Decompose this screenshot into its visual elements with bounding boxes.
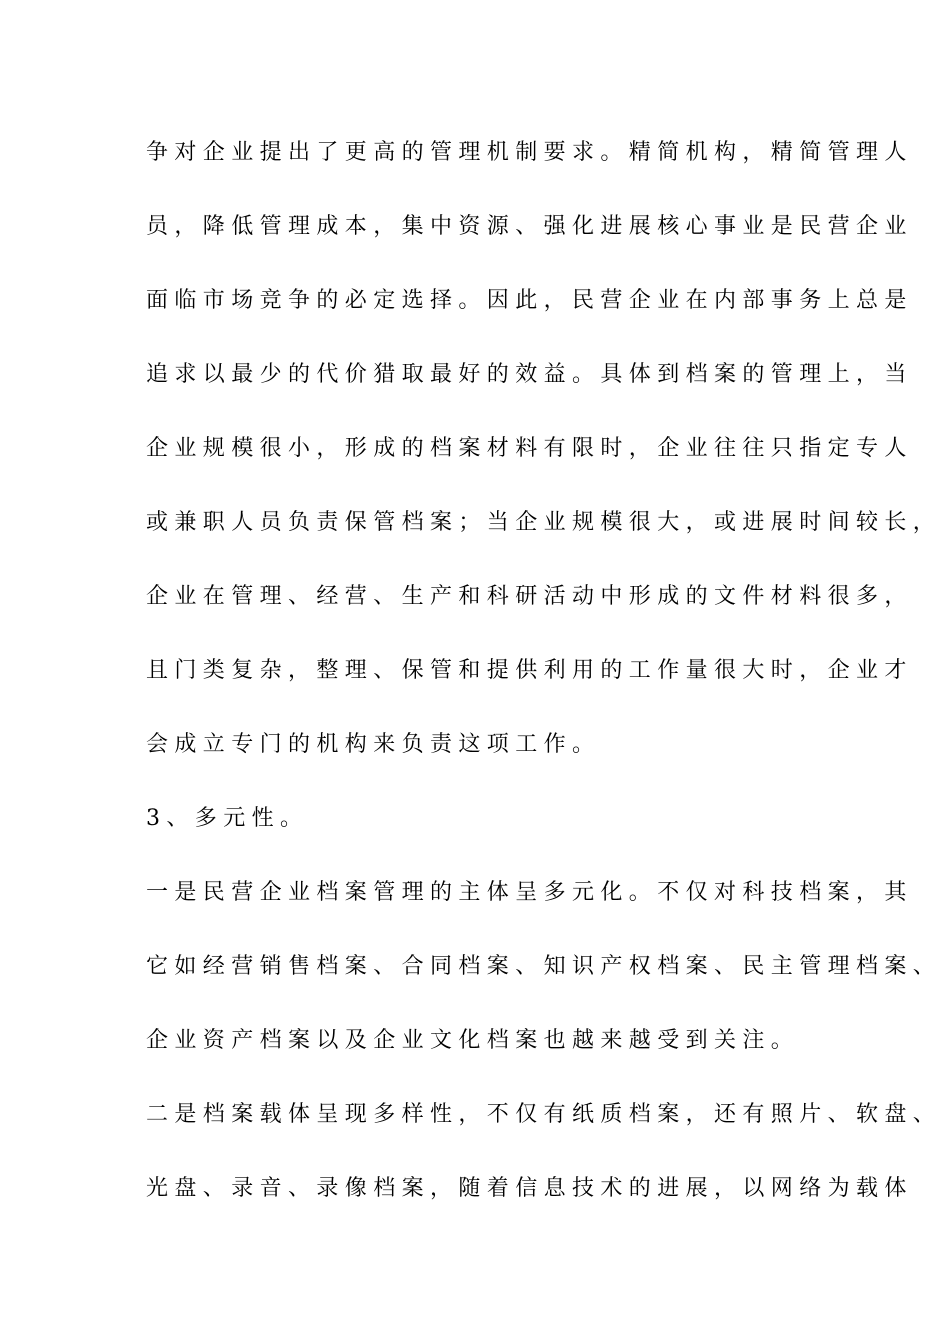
paragraph-line-8: 且门类复杂，整理、保管和提供利用的工作量很大时，企业才 <box>146 658 913 683</box>
paragraph-line-9: 会成立专门的机构来负责这项工作。 <box>146 732 601 757</box>
paragraph-line-4: 追求以最少的代价猎取最好的效益。具体到档案的管理上，当 <box>146 362 913 387</box>
paragraph-line-14: 二是档案载体呈现多样性，不仅有纸质档案，还有照片、软盘、 <box>146 1102 942 1127</box>
paragraph-line-12: 它如经营销售档案、合同档案、知识产权档案、民主管理档案、 <box>146 954 942 979</box>
paragraph-line-13: 企业资产档案以及企业文化档案也越来越受到关注。 <box>146 1028 800 1053</box>
paragraph-line-7: 企业在管理、经营、生产和科研活动中形成的文件材料很多， <box>146 584 913 609</box>
paragraph-line-2: 员，降低管理成本，集中资源、强化进展核心事业是民营企业 <box>146 214 913 239</box>
section-heading: 3、多元性。 <box>146 806 309 831</box>
paragraph-line-1: 争对企业提出了更高的管理机制要求。精简机构，精简管理人 <box>146 140 913 165</box>
paragraph-line-6: 或兼职人员负责保管档案；当企业规模很大，或进展时间较长， <box>146 510 942 535</box>
paragraph-line-15: 光盘、录音、录像档案，随着信息技术的进展，以网络为载体 <box>146 1176 913 1201</box>
paragraph-line-3: 面临市场竞争的必定选择。因此，民营企业在内部事务上总是 <box>146 288 913 313</box>
paragraph-line-5: 企业规模很小，形成的档案材料有限时，企业往往只指定专人 <box>146 436 913 461</box>
paragraph-line-11: 一是民营企业档案管理的主体呈多元化。不仅对科技档案，其 <box>146 880 913 905</box>
